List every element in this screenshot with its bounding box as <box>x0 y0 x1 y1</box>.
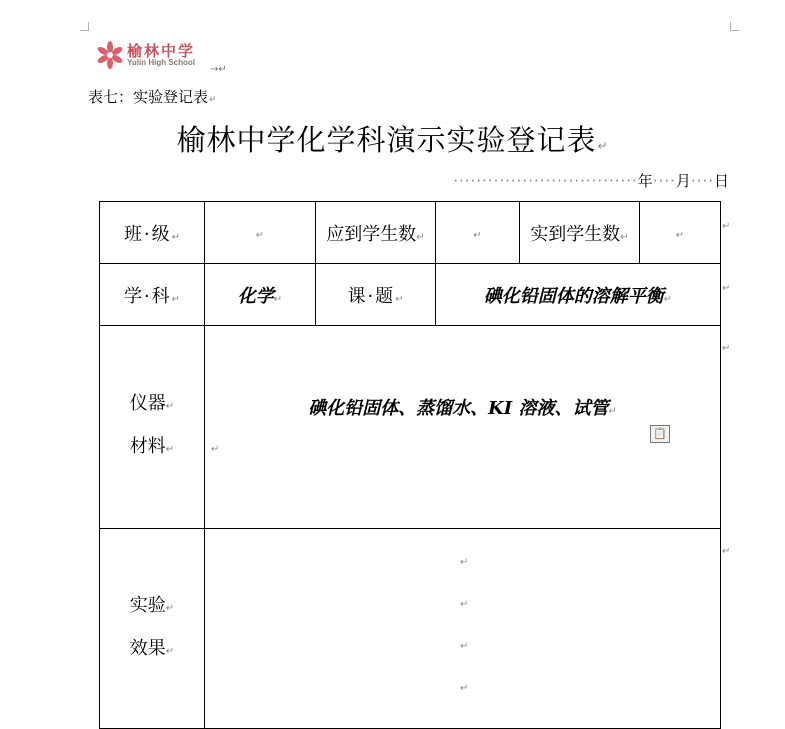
class-value-cell[interactable] <box>205 202 316 264</box>
logo-school-name-cn: 榆林中学 <box>127 42 196 60</box>
paragraph-mark-icon: ↵ <box>273 293 283 305</box>
table-row <box>100 202 721 264</box>
paragraph-mark-icon: ↵ <box>597 139 609 153</box>
effect-label-line1: 实验↵ <box>129 594 175 616</box>
effect-label-line2: 效果↵ <box>129 637 175 659</box>
materials-label-line2: 材料↵ <box>129 436 175 457</box>
paragraph-mark-icon: ↵ <box>473 230 482 241</box>
materials-label-cell <box>100 326 205 529</box>
effect-label-cell <box>100 529 205 729</box>
row-end-mark-icon: ↵ <box>722 221 731 232</box>
class-label-cell: 班·级↵ <box>100 202 205 264</box>
paragraph-mark-icon: ↵ <box>608 406 617 417</box>
page-corner-mark-right <box>730 22 739 31</box>
paragraph-mark-icon: ↵ <box>209 95 217 105</box>
table-caption <box>88 86 217 107</box>
date-fill-dots: ···· <box>652 172 676 190</box>
table-row <box>100 326 721 529</box>
paragraph-mark-icon: ↵ <box>165 401 175 412</box>
date-year-label: 年 <box>637 172 653 190</box>
paragraph-mark-icon: ↵ <box>165 444 175 455</box>
topic-label-cell: 课·题↵ <box>316 264 436 326</box>
paragraph-mark-icon: ↵ <box>171 231 181 243</box>
date-day-label: 日 <box>713 172 729 190</box>
paragraph-mark-icon: ↵ <box>395 293 404 305</box>
experiment-registration-table <box>99 201 721 729</box>
paragraph-mark-icon: ↵ <box>165 645 175 657</box>
caption-text: 表七：实验登记表 <box>88 88 209 106</box>
paragraph-mark-icon: ↵ <box>460 599 469 610</box>
row-end-mark-icon: ↵ <box>722 546 731 557</box>
row-end-mark-icon: ↵ <box>722 283 731 294</box>
paste-options-icon[interactable]: 📋 <box>650 425 670 443</box>
paragraph-mark-icon: ↵ <box>255 230 265 241</box>
title-text: 榆林中学化学科演示实验登记表 <box>176 123 597 157</box>
paragraph-mark-icon: ↵ <box>460 683 469 694</box>
paragraph-mark-icon: ↵ <box>416 231 425 243</box>
logo-school-name-en: Yulin High School <box>127 58 195 67</box>
date-line <box>453 170 729 191</box>
paragraph-mark-icon: ↵ <box>171 293 181 305</box>
paragraph-mark-icon: ↵ <box>460 641 469 652</box>
actual-students-label-cell: 实到学生数↵ <box>520 202 640 264</box>
paragraph-mark-icon: ↵ <box>165 602 175 614</box>
flower-logo-icon <box>95 40 125 70</box>
materials-value-cell[interactable] <box>205 326 721 529</box>
table-row <box>100 264 721 326</box>
subject-label-cell: 学·科↵ <box>100 264 205 326</box>
expected-students-value-cell[interactable] <box>436 202 520 264</box>
page-corner-mark-left <box>80 22 89 31</box>
row-end-mark-icon: ↵ <box>722 343 731 354</box>
school-logo <box>95 40 215 70</box>
topic-value-cell[interactable]: 碘化铅固体的溶解平衡↵ <box>436 264 721 326</box>
logo-trailing-marks: →↵ <box>210 64 227 75</box>
paragraph-mark-icon: ↵ <box>620 231 629 243</box>
paragraph-mark-icon: ↵ <box>460 557 469 568</box>
date-month-label: 月 <box>675 172 691 190</box>
expected-students-label-cell: 应到学生数↵ <box>316 202 436 264</box>
materials-label-line1: 仪器↵ <box>129 393 175 414</box>
materials-value: 碘化铅固体、蒸馏水、KI 溶液、试管↵ <box>308 398 617 419</box>
subject-value-cell[interactable]: 化学↵ <box>205 264 316 326</box>
paragraph-mark-icon: ↵ <box>211 444 220 455</box>
effect-value-cell[interactable] <box>205 529 721 729</box>
table-row <box>100 529 721 729</box>
paragraph-mark-icon: ↵ <box>663 293 673 305</box>
date-fill-dots: ································ <box>453 172 638 190</box>
document-title <box>0 118 785 159</box>
date-fill-dots: ···· <box>690 172 714 190</box>
actual-students-value-cell[interactable] <box>640 202 721 264</box>
paragraph-mark-icon: ↵ <box>675 230 685 241</box>
